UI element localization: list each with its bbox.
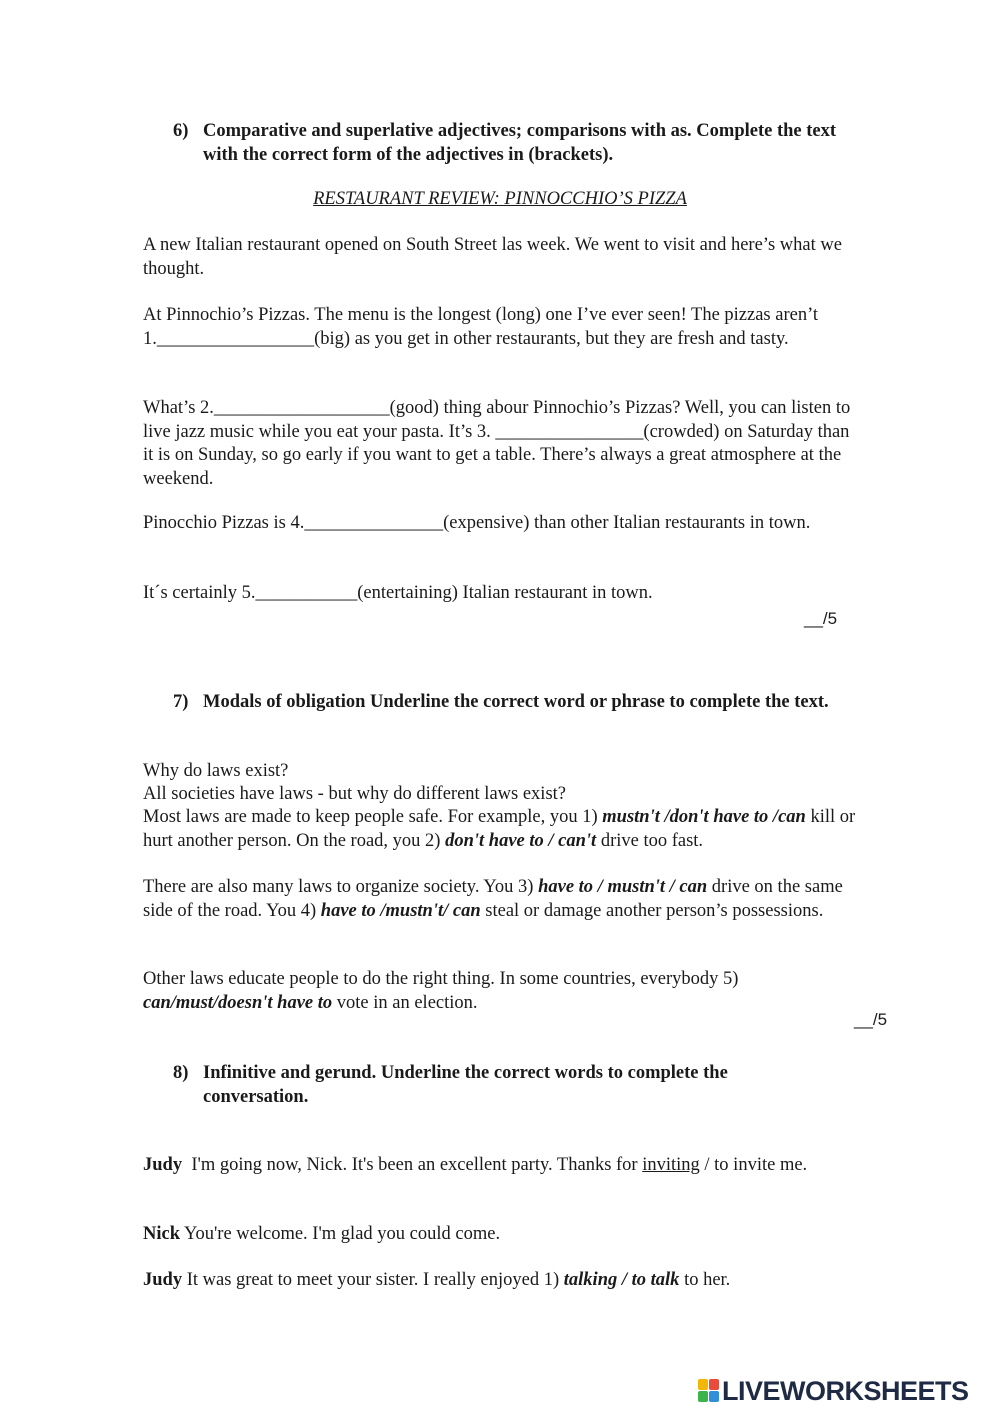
answer-options-5[interactable]: can/must/doesn't have to <box>143 992 333 1013</box>
text-segment: There are also many laws to organize society. You 3) <box>143 877 539 897</box>
section-7-paragraph-1 <box>143 806 863 853</box>
section-6-heading: Comparative and superlative adjectives; comparisons with as. Complete the text with the correct form of the adjectives in (brackets). <box>203 121 837 165</box>
section-6-paragraph-2: At Pinnochio’s Pizzas. The menu is the longest (long) one I’ve ever seen! The pizzas aren’t 1._________________(big) as you get in other restaurants, but they are fresh and tasty. <box>143 305 819 349</box>
section-6-paragraph-1: A new Italian restaurant opened on South Street las week. We went to visit and here’s what we thought. <box>143 235 842 279</box>
section-7-score: __/5 <box>854 1010 888 1029</box>
answer-options-4[interactable]: have to /mustn't/ can <box>320 900 481 921</box>
section-6-score: __/5 <box>804 609 838 628</box>
text-segment: drive on the same side of the road. You 4) <box>143 877 843 921</box>
text-segment: I'm going now, Nick. It's been an excellent party. Thanks for <box>182 1155 643 1175</box>
restaurant-review-title: RESTAURANT REVIEW: PINNOCCHIO’S PIZZA <box>313 189 687 209</box>
speaker-name: Judy <box>143 1155 183 1175</box>
section-6-number: 6) <box>173 121 189 141</box>
text-segment: Most laws are made to keep people safe. For example, you 1) <box>143 807 603 827</box>
section-7-number: 7) <box>173 692 189 712</box>
section-6-paragraph-5: It´s certainly 5.___________(entertaining) Italian restaurant in town. <box>143 583 653 603</box>
answer-options-8-1[interactable]: talking / to talk <box>563 1270 680 1290</box>
liveworksheets-logo-text: LIVEWORKSHEETS <box>722 1376 969 1406</box>
answer-options-2[interactable]: don't have to / can't <box>445 830 597 851</box>
text-segment: steal or damage another person’s possessions. <box>480 900 824 921</box>
liveworksheets-logo <box>698 1377 969 1405</box>
section-8-heading: Infinitive and gerund. Underline the correct words to complete the conversation. <box>203 1063 728 1107</box>
text-segment: drive too fast. <box>596 830 704 851</box>
text-segment: vote in an election. <box>332 992 478 1013</box>
example-answer: inviting <box>642 1155 700 1175</box>
text-segment: It was great to meet your sister. I really enjoyed 1) <box>182 1270 564 1290</box>
text-segment: to her. <box>679 1270 731 1290</box>
section-6-paragraph-3: What’s 2.___________________(good) thing abour Pinnochio’s Pizzas? Well, you can listen to live jazz music while you eat your pasta. It’s 3. ________________(crowded) on Saturday than it is on Sunday, so go early if you want to get a table. There’s always a great atmosphere at the weekend. <box>143 398 851 489</box>
section-7-heading: Modals of obligation Underline the correct word or phrase to complete the text. <box>203 692 829 712</box>
dialogue-line-1 <box>143 1154 863 1178</box>
section-7-line-2: All societies have laws - but why do different laws exist? <box>143 784 566 804</box>
answer-options-3[interactable]: have to / mustn't / can <box>538 877 708 897</box>
text-segment: You're welcome. I'm glad you could come. <box>180 1224 501 1244</box>
speaker-name: Judy <box>143 1270 183 1290</box>
answer-options-1[interactable]: mustn't /don't have to /can <box>602 807 806 827</box>
section-7-line-1: Why do laws exist? <box>143 761 289 781</box>
text-segment: / to invite me. <box>699 1155 808 1175</box>
liveworksheets-logo-icon <box>698 1379 720 1403</box>
section-7-paragraph-2 <box>143 876 863 923</box>
dialogue-line-2 <box>143 1223 863 1247</box>
section-6-paragraph-4: Pinocchio Pizzas is 4._______________(expensive) than other Italian restaurants in town. <box>143 513 811 533</box>
dialogue-line-3 <box>143 1269 863 1293</box>
section-8-number: 8) <box>173 1063 189 1083</box>
text-segment: kill or hurt another person. On the road, you 2) <box>143 807 856 851</box>
text-segment: Other laws educate people to do the right thing. In some countries, everybody 5) <box>143 969 739 989</box>
section-7-paragraph-3 <box>143 968 863 1015</box>
speaker-name: Nick <box>143 1224 180 1244</box>
